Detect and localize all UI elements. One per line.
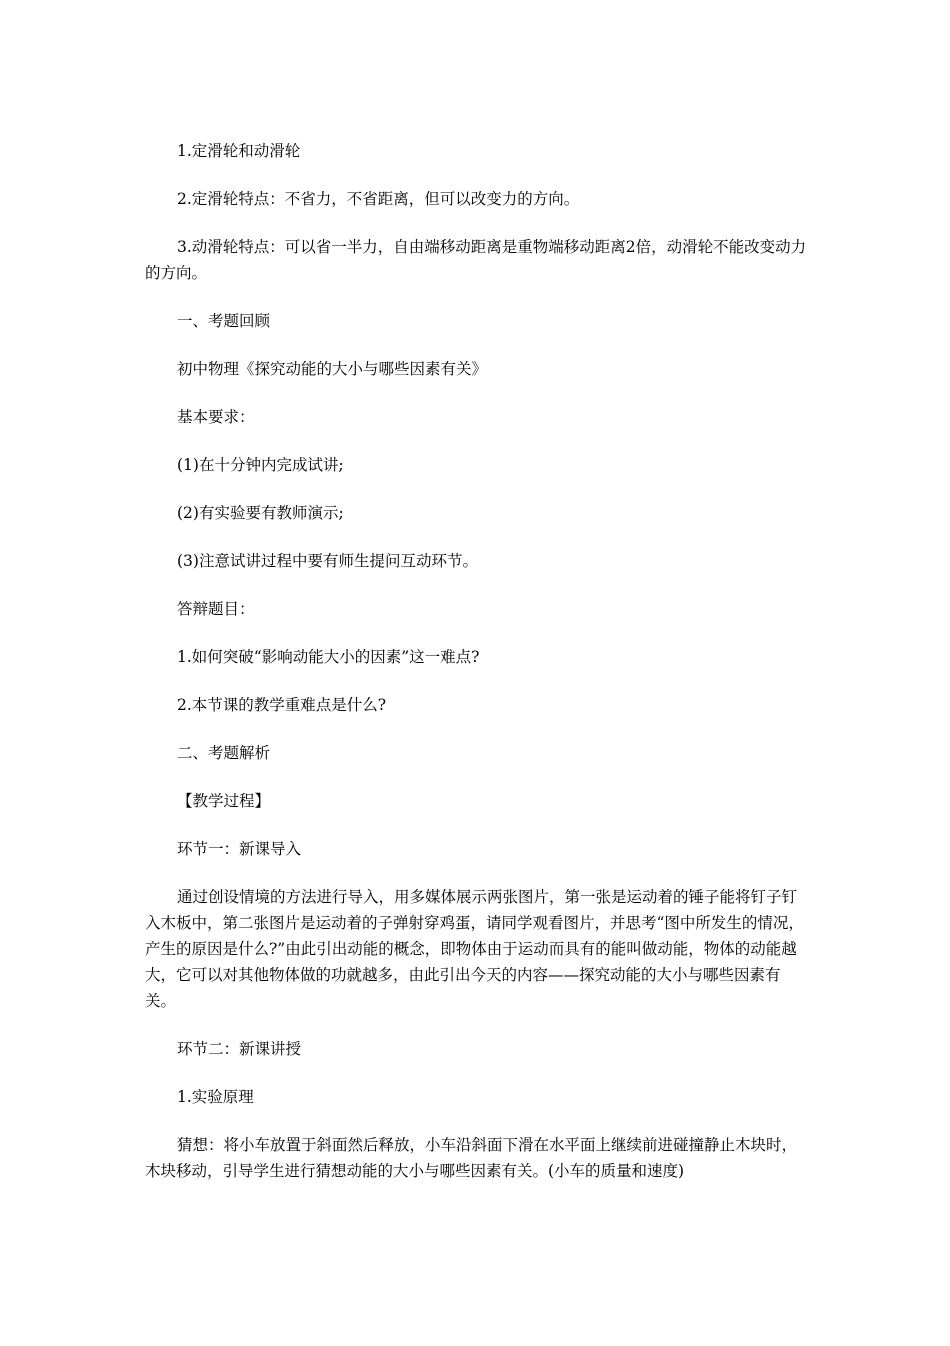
paragraph-introduction: 通过创设情境的方法进行导入，用多媒体展示两张图片，第一张是运动着的锤子能将钉子钉入木板中，第二张图片是运动着的子弹射穿鸡蛋，请同学观看图片，并思考“图中所发生的情况，产生的原因是什么?”由此引出动能的概念，即物体由于运动而具有的能叫做动能，物体的动能越大，它可以对其他物体做的功就越多，由此引出今天的内容——探究动能的大小与哪些因素有关。 [145,888,804,1010]
paragraph-topic: 初中物理《探究动能的大小与哪些因素有关》 [177,360,488,378]
list-item-requirement-3: (3)注意试讲过程中要有师生提问互动环节。 [177,552,478,570]
paragraph-requirements-label: 基本要求： [177,408,255,426]
list-item-defense-1: 1.如何突破“影响动能大小的因素”这一难点? [177,648,480,666]
paragraph-movable-pulley: 3.动滑轮特点：可以省一半力，自由端移动距离是重物端移动距离2倍，动滑轮不能改变动力的方向。 [145,238,807,282]
document-body [145,138,810,1206]
paragraph-teaching-process: 【教学过程】 [177,792,271,810]
paragraph-step-two: 环节二：新课讲授 [177,1040,302,1058]
list-item-defense-2: 2.本节课的教学重难点是什么? [177,696,387,714]
paragraph-fixed-pulley: 2.定滑轮特点：不省力，不省距离，但可以改变力的方向。 [177,190,580,208]
paragraph-hypothesis: 猜想：将小车放置于斜面然后释放，小车沿斜面下滑在水平面上继续前进碰撞静止木块时，木块移动，引导学生进行猜想动能的大小与哪些因素有关。(小车的质量和速度) [145,1136,798,1180]
paragraph-pulley-heading: 1.定滑轮和动滑轮 [177,142,301,160]
paragraph-defense-label: 答辩题目： [177,600,255,618]
paragraph-step-one: 环节一：新课导入 [177,840,302,858]
paragraph-experiment-principle: 1.实验原理 [177,1088,254,1106]
section-heading-review: 一、考题回顾 [177,312,271,330]
list-item-requirement-2: (2)有实验要有教师演示; [177,504,344,522]
section-heading-analysis: 二、考题解析 [177,744,271,762]
list-item-requirement-1: (1)在十分钟内完成试讲; [177,456,344,474]
